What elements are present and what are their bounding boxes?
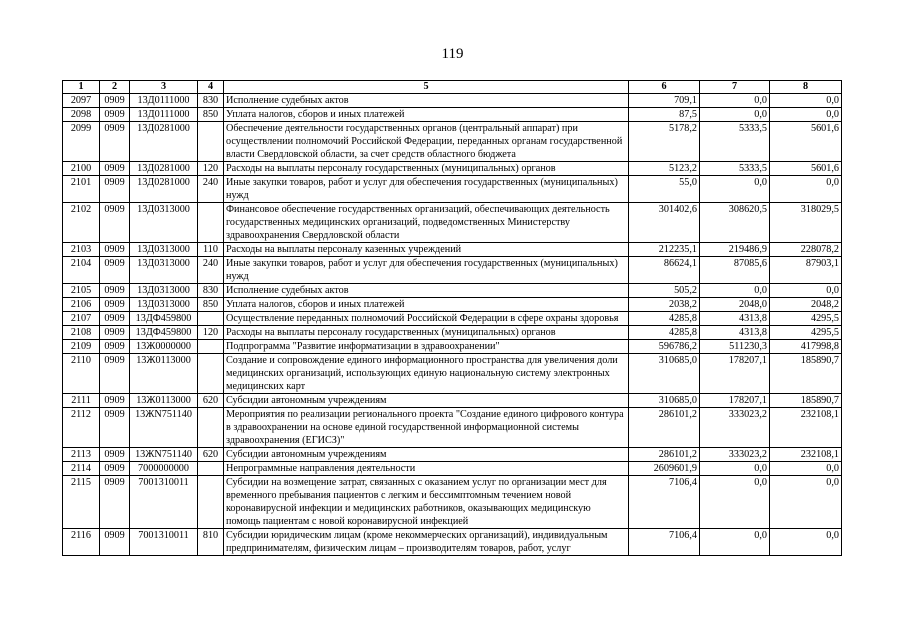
expense-type-code: 850 xyxy=(198,298,224,312)
row-number: 2112 xyxy=(63,408,100,448)
amount-col-7: 4313,8 xyxy=(700,326,770,340)
amount-col-7: 178207,1 xyxy=(700,354,770,394)
amount-col-8: 0,0 xyxy=(770,94,842,108)
target-code: 13Ж0113000 xyxy=(130,394,198,408)
table-row xyxy=(63,284,842,298)
table-row xyxy=(63,529,842,556)
amount-col-8: 0,0 xyxy=(770,529,842,556)
row-description: Иные закупки товаров, работ и услуг для обеспечения государственных (муниципальных) нужд xyxy=(224,257,629,284)
amount-col-8: 4295,5 xyxy=(770,312,842,326)
amount-col-6: 5123,2 xyxy=(629,162,700,176)
expense-type-code xyxy=(198,408,224,448)
amount-col-8: 0,0 xyxy=(770,462,842,476)
column-header: 4 xyxy=(198,81,224,94)
section-code: 0909 xyxy=(100,408,130,448)
expense-type-code xyxy=(198,122,224,162)
section-code: 0909 xyxy=(100,298,130,312)
row-description: Мероприятия по реализации регионального проекта "Создание единого цифрового контура в здравоохранении на основе единой государственной информационной системы здравоохранения (ЕГИСЗ)" xyxy=(224,408,629,448)
row-number: 2106 xyxy=(63,298,100,312)
row-description: Расходы на выплаты персоналу государственных (муниципальных) органов xyxy=(224,326,629,340)
amount-col-7: 4313,8 xyxy=(700,312,770,326)
row-number: 2108 xyxy=(63,326,100,340)
row-description: Обеспечение деятельности государственных органов (центральный аппарат) при осуществлении полномочий Российской Федерации, переданных органам государственной власти Свердловской области, за счет средств областного бюджета xyxy=(224,122,629,162)
expense-type-code: 240 xyxy=(198,257,224,284)
amount-col-6: 505,2 xyxy=(629,284,700,298)
amount-col-6: 4285,8 xyxy=(629,326,700,340)
column-header: 3 xyxy=(130,81,198,94)
amount-col-8: 0,0 xyxy=(770,176,842,203)
expense-type-code xyxy=(198,462,224,476)
section-code: 0909 xyxy=(100,312,130,326)
target-code: 13Д0313000 xyxy=(130,243,198,257)
amount-col-6: 286101,2 xyxy=(629,408,700,448)
row-description: Субсидии юридическим лицам (кроме некоммерческих организаций), индивидуальным предпринимателям, физическим лицам – производителям товаров, работ, услуг xyxy=(224,529,629,556)
row-description: Уплата налогов, сборов и иных платежей xyxy=(224,108,629,122)
amount-col-6: 87,5 xyxy=(629,108,700,122)
expense-type-code: 850 xyxy=(198,108,224,122)
target-code: 13Д0281000 xyxy=(130,122,198,162)
row-number: 2105 xyxy=(63,284,100,298)
amount-col-8: 0,0 xyxy=(770,476,842,529)
amount-col-6: 86624,1 xyxy=(629,257,700,284)
table-row xyxy=(63,476,842,529)
amount-col-6: 5178,2 xyxy=(629,122,700,162)
amount-col-6: 709,1 xyxy=(629,94,700,108)
row-number: 2111 xyxy=(63,394,100,408)
amount-col-8: 185890,7 xyxy=(770,354,842,394)
target-code: 7001310011 xyxy=(130,529,198,556)
amount-col-6: 596786,2 xyxy=(629,340,700,354)
section-code: 0909 xyxy=(100,108,130,122)
table-row xyxy=(63,326,842,340)
amount-col-7: 333023,2 xyxy=(700,408,770,448)
amount-col-6: 212235,1 xyxy=(629,243,700,257)
amount-col-7: 0,0 xyxy=(700,529,770,556)
amount-col-8: 318029,5 xyxy=(770,203,842,243)
amount-col-8: 87903,1 xyxy=(770,257,842,284)
amount-col-8: 5601,6 xyxy=(770,122,842,162)
amount-col-7: 0,0 xyxy=(700,284,770,298)
amount-col-7: 0,0 xyxy=(700,94,770,108)
section-code: 0909 xyxy=(100,203,130,243)
row-description: Субсидии автономным учреждениям xyxy=(224,448,629,462)
amount-col-8: 5601,6 xyxy=(770,162,842,176)
amount-col-8: 232108,1 xyxy=(770,408,842,448)
amount-col-8: 0,0 xyxy=(770,284,842,298)
target-code: 13Д0281000 xyxy=(130,176,198,203)
section-code: 0909 xyxy=(100,176,130,203)
amount-col-8: 0,0 xyxy=(770,108,842,122)
row-description: Создание и сопровождение единого информационного пространства для увеличения доли медицинских организаций, использующих единую национальную систему электронных медицинских карт xyxy=(224,354,629,394)
section-code: 0909 xyxy=(100,243,130,257)
target-code: 13Д0111000 xyxy=(130,108,198,122)
target-code: 13Ж0000000 xyxy=(130,340,198,354)
amount-col-6: 7106,4 xyxy=(629,476,700,529)
target-code: 13Д0313000 xyxy=(130,257,198,284)
section-code: 0909 xyxy=(100,529,130,556)
row-number: 2099 xyxy=(63,122,100,162)
row-description: Финансовое обеспечение государственных организаций, обеспечивающих деятельность государственных медицинских организаций, подведомственных Министерству здравоохранения Свердловской области xyxy=(224,203,629,243)
table-row xyxy=(63,203,842,243)
table-row xyxy=(63,94,842,108)
table-row xyxy=(63,354,842,394)
amount-col-8: 185890,7 xyxy=(770,394,842,408)
target-code: 13ДФ459800 xyxy=(130,312,198,326)
amount-col-7: 308620,5 xyxy=(700,203,770,243)
row-description: Расходы на выплаты персоналу государственных (муниципальных) органов xyxy=(224,162,629,176)
target-code: 13Д0281000 xyxy=(130,162,198,176)
expense-type-code: 120 xyxy=(198,162,224,176)
budget-table xyxy=(62,80,842,556)
section-code: 0909 xyxy=(100,94,130,108)
row-number: 2103 xyxy=(63,243,100,257)
row-number: 2116 xyxy=(63,529,100,556)
row-number: 2104 xyxy=(63,257,100,284)
column-header: 2 xyxy=(100,81,130,94)
row-description: Расходы на выплаты персоналу казенных учреждений xyxy=(224,243,629,257)
amount-col-7: 333023,2 xyxy=(700,448,770,462)
table-row xyxy=(63,162,842,176)
amount-col-7: 0,0 xyxy=(700,108,770,122)
amount-col-7: 178207,1 xyxy=(700,394,770,408)
amount-col-6: 2609601,9 xyxy=(629,462,700,476)
table-row xyxy=(63,176,842,203)
amount-col-6: 310685,0 xyxy=(629,394,700,408)
row-description: Уплата налогов, сборов и иных платежей xyxy=(224,298,629,312)
amount-col-7: 2048,0 xyxy=(700,298,770,312)
amount-col-7: 219486,9 xyxy=(700,243,770,257)
section-code: 0909 xyxy=(100,340,130,354)
row-description: Подпрограмма "Развитие информатизации в здравоохранении" xyxy=(224,340,629,354)
table-row xyxy=(63,243,842,257)
target-code: 13Д0111000 xyxy=(130,94,198,108)
section-code: 0909 xyxy=(100,326,130,340)
row-description: Субсидии автономным учреждениям xyxy=(224,394,629,408)
table-row xyxy=(63,108,842,122)
amount-col-6: 4285,8 xyxy=(629,312,700,326)
row-description: Исполнение судебных актов xyxy=(224,94,629,108)
expense-type-code xyxy=(198,203,224,243)
table-header-row xyxy=(63,81,842,94)
column-header: 6 xyxy=(629,81,700,94)
amount-col-7: 511230,3 xyxy=(700,340,770,354)
table-row xyxy=(63,408,842,448)
amount-col-8: 417998,8 xyxy=(770,340,842,354)
expense-type-code: 240 xyxy=(198,176,224,203)
row-number: 2113 xyxy=(63,448,100,462)
expense-type-code: 110 xyxy=(198,243,224,257)
target-code: 7001310011 xyxy=(130,476,198,529)
expense-type-code: 620 xyxy=(198,448,224,462)
table-row xyxy=(63,394,842,408)
table-row xyxy=(63,462,842,476)
expense-type-code: 810 xyxy=(198,529,224,556)
row-description: Осуществление переданных полномочий Российской Федерации в сфере охраны здоровья xyxy=(224,312,629,326)
row-number: 2097 xyxy=(63,94,100,108)
expense-type-code xyxy=(198,340,224,354)
amount-col-7: 0,0 xyxy=(700,462,770,476)
amount-col-6: 7106,4 xyxy=(629,529,700,556)
row-number: 2102 xyxy=(63,203,100,243)
column-header: 8 xyxy=(770,81,842,94)
target-code: 13Д0313000 xyxy=(130,203,198,243)
section-code: 0909 xyxy=(100,354,130,394)
amount-col-7: 87085,6 xyxy=(700,257,770,284)
section-code: 0909 xyxy=(100,257,130,284)
table-row xyxy=(63,312,842,326)
amount-col-6: 286101,2 xyxy=(629,448,700,462)
expense-type-code: 120 xyxy=(198,326,224,340)
amount-col-8: 4295,5 xyxy=(770,326,842,340)
section-code: 0909 xyxy=(100,394,130,408)
row-number: 2114 xyxy=(63,462,100,476)
column-header: 1 xyxy=(63,81,100,94)
row-number: 2115 xyxy=(63,476,100,529)
expense-type-code: 830 xyxy=(198,284,224,298)
amount-col-6: 2038,2 xyxy=(629,298,700,312)
row-number: 2100 xyxy=(63,162,100,176)
expense-type-code: 620 xyxy=(198,394,224,408)
expense-type-code xyxy=(198,476,224,529)
amount-col-6: 55,0 xyxy=(629,176,700,203)
page-number: 119 xyxy=(441,46,464,62)
expense-type-code xyxy=(198,354,224,394)
column-header: 7 xyxy=(700,81,770,94)
table-row xyxy=(63,298,842,312)
column-header: 5 xyxy=(224,81,629,94)
target-code: 13ЖN751140 xyxy=(130,448,198,462)
table-row xyxy=(63,257,842,284)
amount-col-8: 232108,1 xyxy=(770,448,842,462)
target-code: 13Д0313000 xyxy=(130,284,198,298)
expense-type-code: 830 xyxy=(198,94,224,108)
target-code: 7000000000 xyxy=(130,462,198,476)
amount-col-8: 228078,2 xyxy=(770,243,842,257)
table-row xyxy=(63,122,842,162)
section-code: 0909 xyxy=(100,162,130,176)
amount-col-7: 0,0 xyxy=(700,476,770,529)
table-row xyxy=(63,448,842,462)
section-code: 0909 xyxy=(100,448,130,462)
amount-col-8: 2048,2 xyxy=(770,298,842,312)
target-code: 13Д0313000 xyxy=(130,298,198,312)
amount-col-7: 0,0 xyxy=(700,176,770,203)
row-number: 2107 xyxy=(63,312,100,326)
row-description: Непрограммные направления деятельности xyxy=(224,462,629,476)
target-code: 13Ж0113000 xyxy=(130,354,198,394)
row-description: Иные закупки товаров, работ и услуг для обеспечения государственных (муниципальных) нужд xyxy=(224,176,629,203)
row-description: Исполнение судебных актов xyxy=(224,284,629,298)
row-description: Субсидии на возмещение затрат, связанных с оказанием услуг по организации мест для временного пребывания пациентов с легким и бессимптомным течением новой коронавирусной инфекции и медицинских работников, оказывающих медицинскую помощь пациентам с новой коронавирусной инфекцией xyxy=(224,476,629,529)
target-code: 13ДФ459800 xyxy=(130,326,198,340)
target-code: 13ЖN751140 xyxy=(130,408,198,448)
section-code: 0909 xyxy=(100,476,130,529)
row-number: 2110 xyxy=(63,354,100,394)
row-number: 2101 xyxy=(63,176,100,203)
amount-col-6: 301402,6 xyxy=(629,203,700,243)
amount-col-7: 5333,5 xyxy=(700,122,770,162)
section-code: 0909 xyxy=(100,122,130,162)
expense-type-code xyxy=(198,312,224,326)
table-row xyxy=(63,340,842,354)
row-number: 2098 xyxy=(63,108,100,122)
row-number: 2109 xyxy=(63,340,100,354)
amount-col-7: 5333,5 xyxy=(700,162,770,176)
section-code: 0909 xyxy=(100,462,130,476)
section-code: 0909 xyxy=(100,284,130,298)
amount-col-6: 310685,0 xyxy=(629,354,700,394)
